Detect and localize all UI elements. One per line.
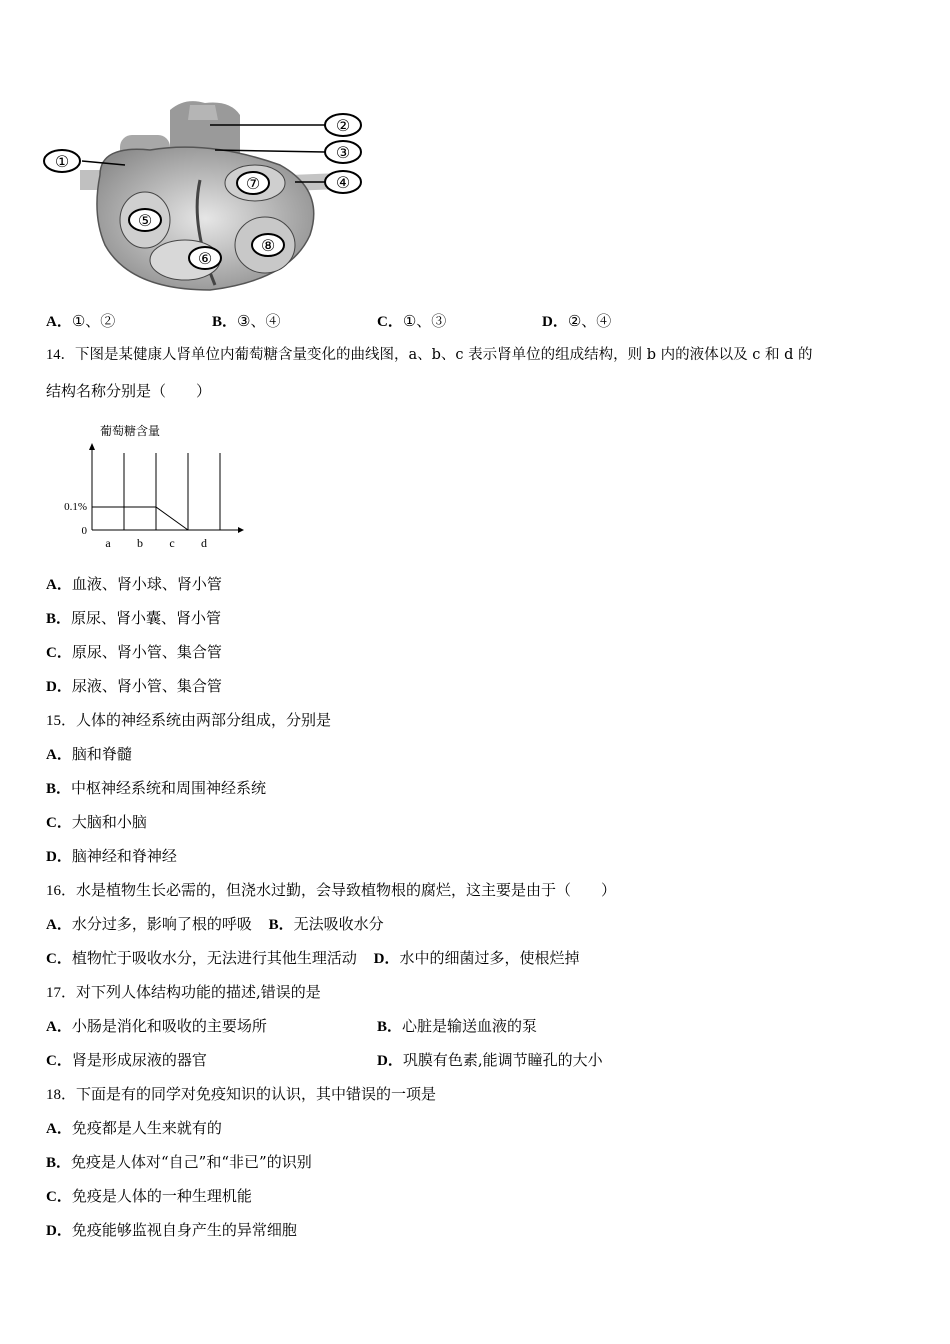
q15-option-a[interactable]: A．脑和脊髓 xyxy=(46,745,132,763)
glucose-chart xyxy=(50,420,250,555)
q14-option-c[interactable]: C．原尿、肾小管、集合管 xyxy=(46,643,222,661)
label-1 xyxy=(44,150,80,172)
glucose-series-line xyxy=(92,507,188,530)
label-2-text: ② xyxy=(335,116,351,135)
label-5-text: ⑤ xyxy=(137,211,153,230)
q13-option-d[interactable]: D．②、④ xyxy=(542,312,612,330)
q13-option-c[interactable]: C．①、③ xyxy=(377,312,447,330)
heart-diagram xyxy=(40,95,370,295)
label-4-text: ④ xyxy=(335,173,351,192)
q15-option-b[interactable]: B．中枢神经系统和周围神经系统 xyxy=(46,779,267,797)
q18-option-b[interactable]: B．免疫是人体对“自己”和“非已”的识别 xyxy=(46,1153,312,1171)
chart-ylabel: 葡萄糖含量 xyxy=(100,424,161,438)
x-tick-b: b xyxy=(137,536,143,550)
label-5 xyxy=(129,209,161,231)
label-1-text: ① xyxy=(54,152,70,171)
label-7 xyxy=(237,172,269,194)
q14-option-a[interactable]: A．血液、肾小球、肾小管 xyxy=(46,575,222,593)
q17-option-a[interactable]: A．小肠是消化和吸收的主要场所 xyxy=(46,1017,267,1035)
q18-option-c[interactable]: C．免疫是人体的一种生理机能 xyxy=(46,1187,252,1205)
label-4 xyxy=(325,171,361,193)
label-6-text: ⑥ xyxy=(197,249,213,268)
q14-stem-line1: 14．下图是某健康人肾单位内葡萄糖含量变化的曲线图，a、b、c 表示肾单位的组成结构，则 b 内的液体以及 c 和 d 的 xyxy=(46,347,813,363)
q15-stem: 15．人体的神经系统由两部分组成，分别是 xyxy=(46,711,332,729)
x-tick-c: c xyxy=(169,536,175,550)
q15-option-c[interactable]: C．大脑和小脑 xyxy=(46,813,147,831)
q14-option-d[interactable]: D．尿液、肾小管、集合管 xyxy=(46,677,222,695)
q15-option-d[interactable]: D．脑神经和脊神经 xyxy=(46,847,177,865)
q17-option-d[interactable]: D．巩膜有色素,能调节瞳孔的大小 xyxy=(377,1051,603,1069)
q13-option-a[interactable]: A．①、② xyxy=(46,312,116,330)
y-tick-0: 0 xyxy=(81,525,87,537)
q16-option-d[interactable]: D．水中的细菌过多，使根烂掉 xyxy=(373,949,580,967)
label-2 xyxy=(325,114,361,136)
q16-options-row1 xyxy=(46,914,384,935)
q13-option-b[interactable]: B．③、④ xyxy=(212,312,281,330)
q16-option-c[interactable]: C．植物忙于吸收水分，无法进行其他生理活动 xyxy=(46,949,357,967)
label-6 xyxy=(189,247,221,269)
y-tick-0-1: 0.1% xyxy=(64,501,87,513)
q17-option-c[interactable]: C．肾是形成尿液的器官 xyxy=(46,1051,207,1069)
label-3 xyxy=(325,141,361,163)
label-3-text: ③ xyxy=(335,143,351,162)
label-7-text: ⑦ xyxy=(245,174,261,193)
q16-options-row2 xyxy=(46,948,580,969)
q16-stem: 16．水是植物生长必需的，但浇水过勤，会导致植物根的腐烂，这主要是由于（ ） xyxy=(46,881,617,899)
q14-option-b[interactable]: B．原尿、肾小囊、肾小管 xyxy=(46,609,222,627)
q17-stem: 17．对下列人体结构功能的描述,错误的是 xyxy=(46,983,321,1001)
q18-stem: 18．下面是有的同学对免疫知识的认识，其中错误的一项是 xyxy=(46,1085,437,1103)
q16-option-b[interactable]: B．无法吸收水分 xyxy=(268,915,384,933)
x-tick-d: d xyxy=(201,536,207,550)
x-tick-a: a xyxy=(105,536,111,550)
q17-option-b[interactable]: B．心脏是输送血液的泵 xyxy=(377,1017,538,1035)
q14-stem-line2: 结构名称分别是（ ） xyxy=(46,382,212,400)
q18-option-d[interactable]: D．免疫能够监视自身产生的异常细胞 xyxy=(46,1221,297,1239)
q18-option-a[interactable]: A．免疫都是人生来就有的 xyxy=(46,1119,222,1137)
label-8-text: ⑧ xyxy=(260,236,276,255)
label-8 xyxy=(252,234,284,256)
q16-option-a[interactable]: A．水分过多，影响了根的呼吸 xyxy=(46,915,252,933)
